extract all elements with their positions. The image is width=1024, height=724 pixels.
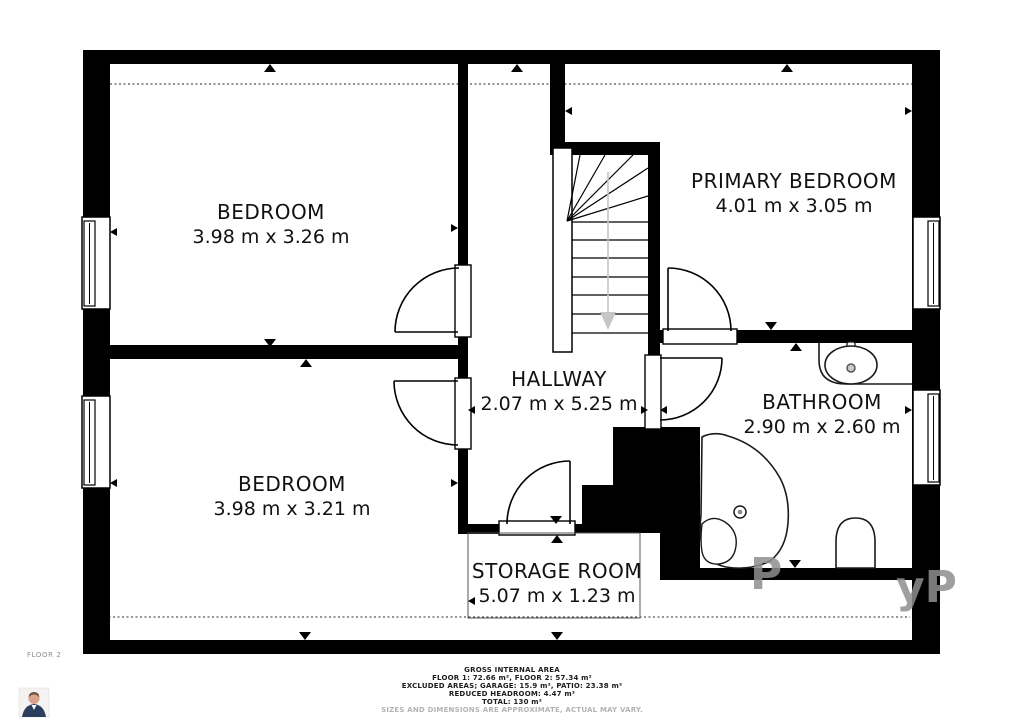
area-summary-title: GROSS INTERNAL AREA [464, 666, 560, 674]
room-name: STORAGE ROOM [471, 559, 643, 583]
window-bedroom2 [82, 396, 110, 488]
room-label-storage-room [472, 558, 642, 609]
stair-direction-arrow [600, 172, 616, 330]
area-summary [0, 666, 1024, 714]
area-summary-total: TOTAL: 130 m² [481, 698, 543, 706]
bathroom-fixtures [700, 342, 912, 568]
room-dimensions: 2.90 m x 2.60 m [743, 416, 901, 438]
room-label-primary-bedroom [691, 168, 897, 219]
window-bathroom [913, 390, 940, 485]
room-dimensions: 2.07 m x 5.25 m [480, 393, 638, 415]
window-primary-bedroom [913, 217, 940, 309]
room-name: PRIMARY BEDROOM [691, 169, 897, 193]
wall-bathroom-bottom [700, 568, 940, 580]
toilet [836, 518, 875, 568]
door-bedroom1 [395, 265, 471, 337]
corner-bathtub [700, 434, 788, 568]
door-bedroom2 [394, 378, 471, 449]
sink [825, 342, 877, 384]
area-summary-excluded: EXCLUDED AREAS; GARAGE: 15.9 m², PATIO: 23.38 m² [401, 682, 623, 690]
wall-bedroom-divider [83, 345, 458, 359]
room-name: HALLWAY [511, 367, 607, 391]
room-label-bedroom2 [213, 471, 370, 522]
wall-exterior-right [912, 50, 940, 654]
door-bathroom [645, 355, 722, 429]
stair-stringer [553, 148, 572, 352]
wall-exterior-top [83, 50, 940, 64]
staircase [553, 148, 648, 352]
door-storage-room [499, 461, 575, 535]
room-name: BEDROOM [238, 472, 346, 496]
room-dimensions: 4.01 m x 3.05 m [715, 195, 873, 217]
room-dimensions: 5.07 m x 1.23 m [478, 585, 636, 607]
door-primary-bedroom [663, 268, 737, 344]
room-label-hallway [480, 366, 637, 417]
area-summary-disclaimer: SIZES AND DIMENSIONS ARE APPROXIMATE, ACTUAL MAY VARY. [381, 706, 643, 714]
floor-label: FLOOR 2 [27, 651, 62, 659]
room-dimensions: 3.98 m x 3.26 m [192, 226, 350, 248]
window-bedroom1 [82, 217, 110, 309]
room-name: BATHROOM [762, 390, 882, 414]
watermark-fragment-left: P [750, 549, 783, 600]
room-name: BEDROOM [217, 200, 325, 224]
area-summary-floors: FLOOR 1: 72.66 m², FLOOR 2: 57.34 m² [432, 674, 592, 682]
room-dimensions: 3.98 m x 3.21 m [213, 498, 371, 520]
wall-exterior-bottom [83, 640, 940, 654]
watermark-fragment-right: yP [896, 562, 957, 613]
room-label-bathroom [743, 389, 900, 440]
area-summary-reduced-headroom: REDUCED HEADROOM: 4.47 m² [448, 690, 576, 698]
wall-stair-nook [550, 64, 565, 155]
room-label-bedroom1 [192, 199, 349, 250]
